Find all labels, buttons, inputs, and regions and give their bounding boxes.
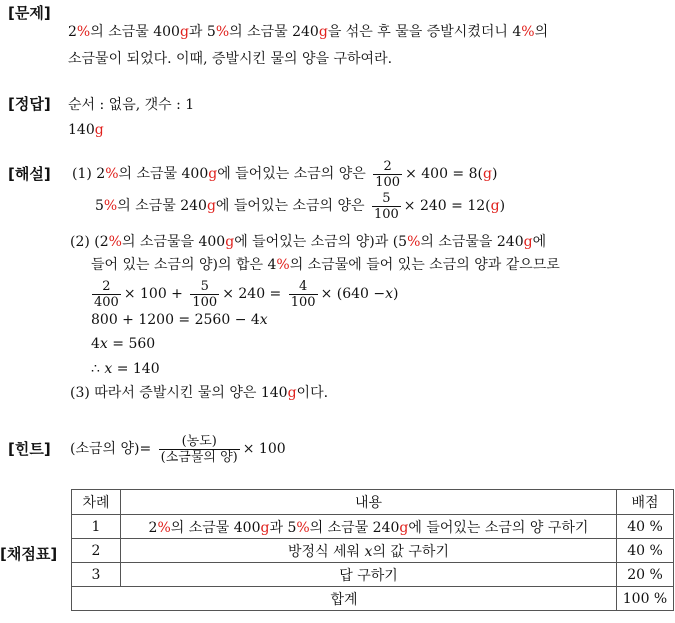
total-score: 100 % bbox=[617, 587, 674, 611]
fraction: $\frac{5}{100}$ bbox=[192, 278, 218, 310]
answer-label: [정답] bbox=[8, 95, 51, 113]
solution-step-2b: 들어 있는 소금의 양)의 합은 4%의 소금물에 들어 있는 소금의 양과 같으므로 bbox=[91, 257, 560, 273]
row-no: 3 bbox=[72, 563, 121, 587]
row-no: 2 bbox=[72, 539, 121, 563]
answer-value: 140g bbox=[68, 122, 104, 138]
header-content: 내용 bbox=[121, 490, 617, 515]
table-row bbox=[72, 539, 674, 563]
equation-2: 800 + 1200 = 2560 − 4x bbox=[91, 312, 268, 328]
row-score: 20 % bbox=[617, 563, 674, 587]
hint-label: [힌트] bbox=[8, 440, 51, 458]
table-row bbox=[72, 515, 674, 539]
equation-4: ∴ x = 140 bbox=[91, 361, 160, 377]
problem-line-1: 2%의 소금물 400g과 5%의 소금물 240g을 섞은 후 물을 증발시켰더니 4%의 bbox=[68, 24, 549, 40]
fraction: $\frac{5}{100}$ bbox=[373, 190, 399, 222]
row-content: 방정식 세워 x의 값 구하기 bbox=[121, 539, 617, 563]
answer-meta: 순서 : 없음, 갯수 : 1 bbox=[68, 97, 195, 113]
problem-line-2: 소금물이 되었다. 이때, 증발시킨 물의 양을 구하여라. bbox=[68, 51, 393, 67]
fraction: $\frac{\text{(농도)}}{\text{(소금물의 양)}}$ bbox=[160, 433, 238, 465]
solution-label: [해설] bbox=[8, 165, 51, 183]
fraction: $\frac{4}{100}$ bbox=[290, 278, 316, 310]
hint-formula: (소금의 양)= $\frac{\text{(농도)}}{\text{(소금물의 양)}}$ × 100 bbox=[70, 433, 286, 465]
problem-label: [문제] bbox=[8, 4, 51, 22]
fraction: $\frac{2}{400}$ bbox=[94, 278, 119, 310]
row-score: 40 % bbox=[617, 515, 674, 539]
header-score: 배점 bbox=[617, 490, 674, 515]
table-row bbox=[72, 563, 674, 587]
rubric-table bbox=[71, 489, 674, 611]
table-header-row bbox=[72, 490, 674, 515]
header-no: 차례 bbox=[72, 490, 121, 515]
row-score: 40 % bbox=[617, 539, 674, 563]
rubric-label: [채점표] bbox=[0, 545, 58, 563]
row-content: 2%의 소금물 400g과 5%의 소금물 240g에 들어있는 소금의 양 구하기 bbox=[121, 515, 617, 539]
equation-1: $\frac{2}{400}$ × 100 + $\frac{5}{100}$ × 240 = $\frac{4}{100}$ × (640 −x) bbox=[94, 278, 399, 310]
row-content: 답 구하기 bbox=[121, 563, 617, 587]
solution-step-2a: (2) (2%의 소금물을 400g에 들어있는 소금의 양)과 (5%의 소금물을 240g에 bbox=[70, 234, 547, 250]
equation-3: 4x = 560 bbox=[91, 336, 156, 352]
table-total-row bbox=[72, 587, 674, 611]
solution-step-1b: 5%의 소금물 240g에 들어있는 소금의 양은 $\frac{5}{100}$ × 240 = 12(g) bbox=[95, 190, 506, 222]
total-label: 합계 bbox=[72, 587, 617, 611]
solution-step-3: (3) 따라서 증발시킨 물의 양은 140g이다. bbox=[70, 385, 329, 401]
fraction: $\frac{2}{100}$ bbox=[375, 158, 401, 190]
solution-step-1a: (1) 2%의 소금물 400g에 들어있는 소금의 양은 $\frac{2}{100}$ × 400 = 8(g) bbox=[72, 158, 498, 190]
row-no: 1 bbox=[72, 515, 121, 539]
